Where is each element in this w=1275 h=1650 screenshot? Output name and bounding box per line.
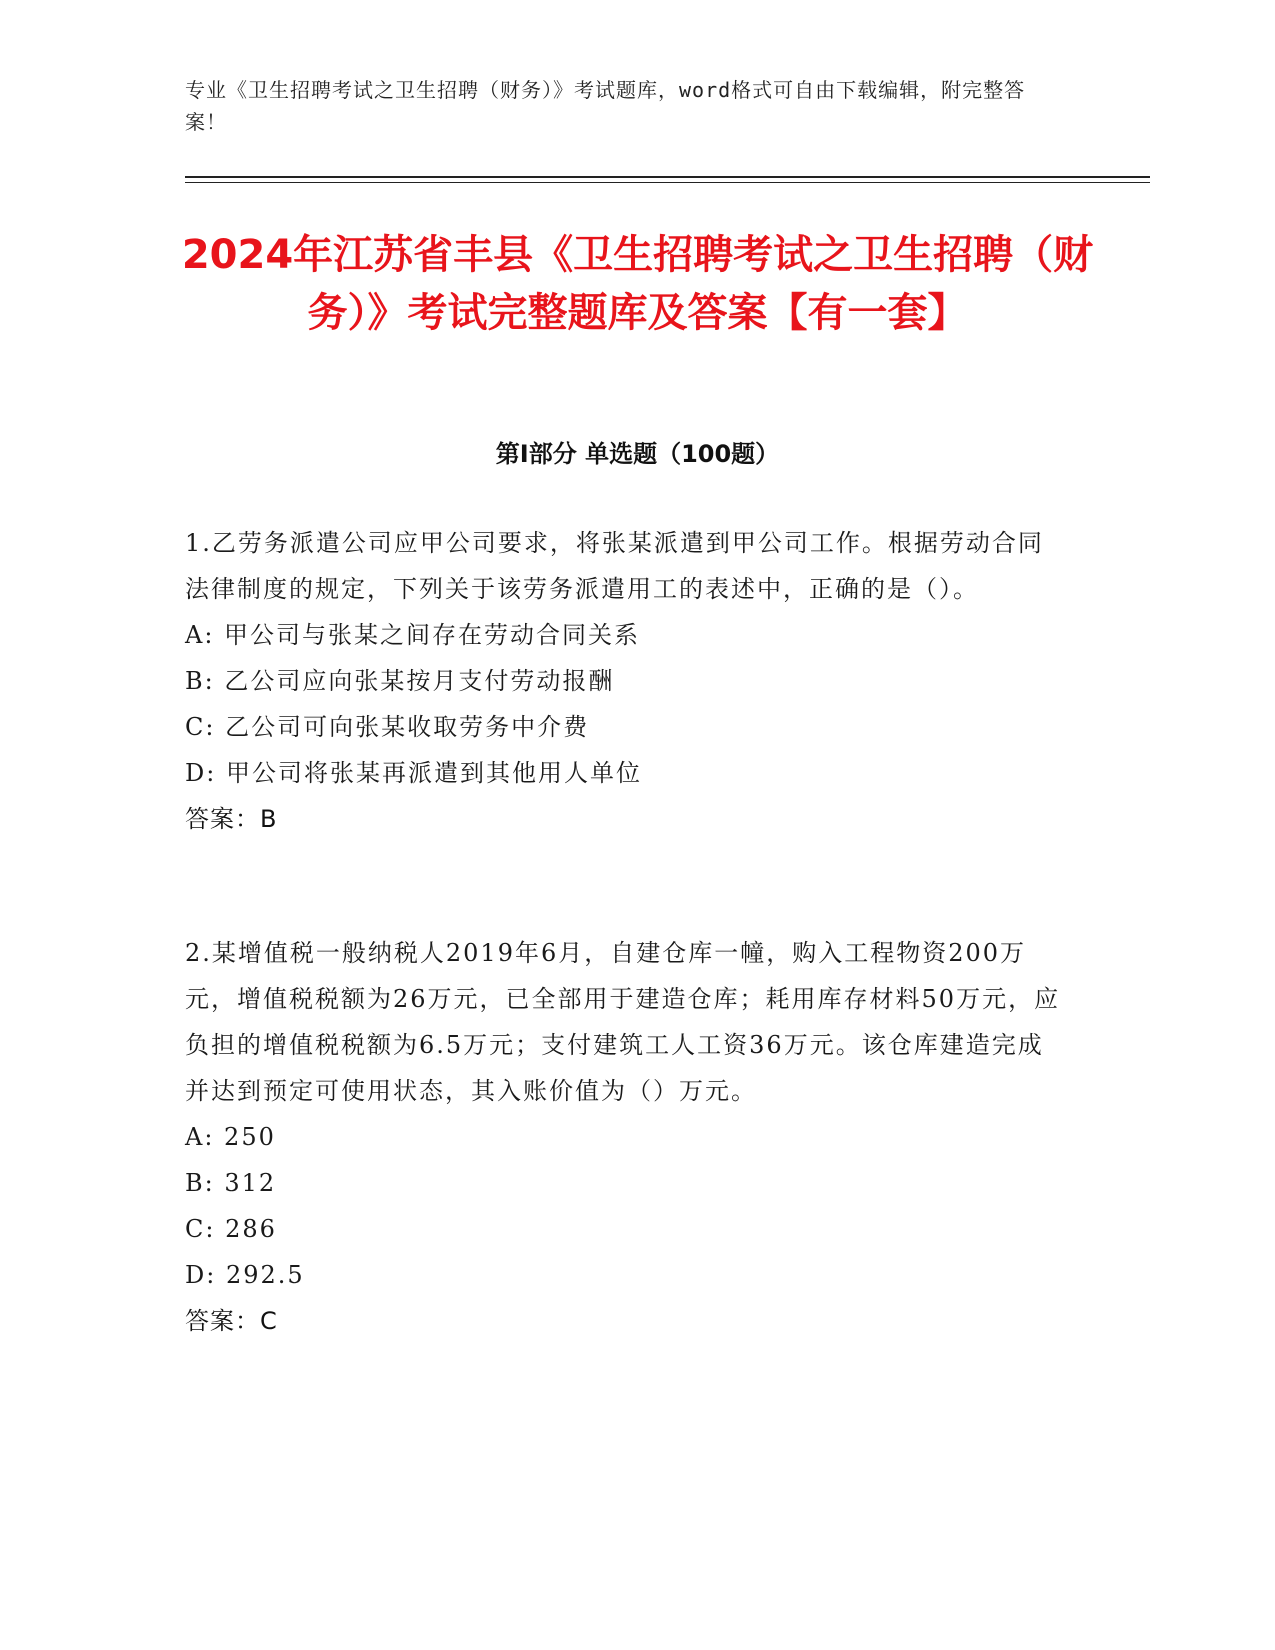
question-stem: 2.某增值税一般纳税人2019年6月，自建仓库一幢，购入工程物资200万元，增值税税额为26万元，已全部用于建造仓库；耗用库存材料50万元，应负担的增值税税额为6.5万元；支付建筑工人工资36万元。该仓库建造完成并达到预定可使用状态，其入账价值为（）万元。	[185, 939, 1061, 1105]
option-a: A: 甲公司与张某之间存在劳动合同关系	[185, 621, 641, 649]
question-1	[185, 520, 1065, 842]
option-b: B: 乙公司应向张某按月支付劳动报酬	[185, 667, 615, 695]
header-divider-thin	[185, 182, 1150, 183]
option-c: C: 286	[185, 1215, 277, 1243]
header-note: 专业《卫生招聘考试之卫生招聘（财务）》考试题库，word格式可自由下载编辑，附完整答案！	[185, 78, 1026, 134]
option-d: D: 292.5	[185, 1261, 305, 1289]
option-c: C: 乙公司可向张某收取劳务中介费	[185, 713, 590, 741]
answer-line: 答案：B	[185, 805, 278, 833]
question-stem: 1.乙劳务派遣公司应甲公司要求，将张某派遣到甲公司工作。根据劳动合同法律制度的规定，下列关于该劳务派遣用工的表述中，正确的是（）。	[185, 529, 1044, 603]
option-b: B: 312	[185, 1169, 277, 1197]
option-d: D: 甲公司将张某再派遣到其他用人单位	[185, 759, 642, 787]
question-2	[185, 930, 1065, 1344]
section-heading: 第I部分 单选题（100题）	[495, 440, 780, 468]
document-title: 2024年江苏省丰县《卫生招聘考试之卫生招聘（财务）》考试完整题库及答案【有一套】	[181, 232, 1094, 336]
option-a: A: 250	[185, 1123, 276, 1151]
answer-line: 答案：C	[185, 1307, 278, 1335]
header-divider-thick	[185, 176, 1150, 178]
